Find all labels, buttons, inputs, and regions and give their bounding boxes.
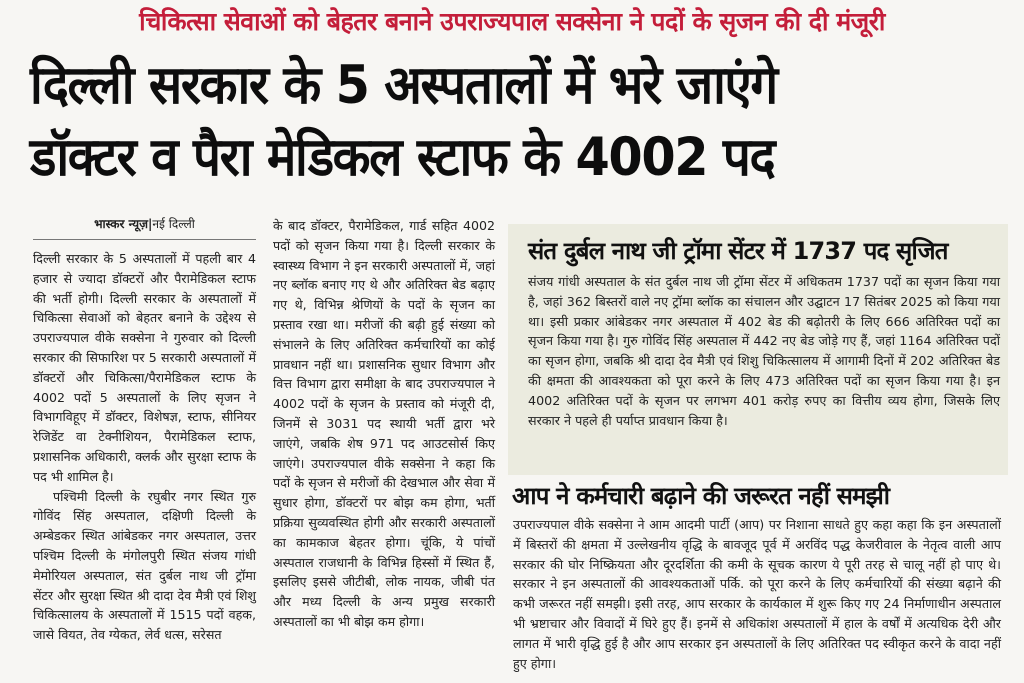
paragraph: के बाद डॉक्टर, पैरामेडिकल, गार्ड सहित 4002 पदों को सृजन किया गया है। दिल्ली सरकार के स्वास्थ्य विभाग ने इन सरकारी अस्पतालों में, जहां नए ब्लॉक बनाए गए थे और अतिरिक्त बेड बढ़ाए गए थे, विभिन्न श्रेणियों के पदों के सृजन का प्रस्ताव रखा था। मरीजों की बढ़ी हुई संख्या को संभालने के लिए अतिरिक्त कर्मचारियों का कोई प्रावधान नहीं था। प्रशासनिक सुधार विभाग और वित्त विभाग द्वारा समीक्षा के बाद उपराज्यपाल ने 4002 पदों के सृजन के प्रस्ताव को मंजूरी दी, जिनमें से 3031 पद स्थायी भर्ती द्वारा भरे जाएंगे, जबकि शेष 971 पद आउटसोर्स किए जाएंगे। उपराज्यपाल वीके सक्सेना ने कहा कि पदों के सृजन से मरीजों की देखभाल और सेवा में सुधार होगा, डॉक्टरों पर बोझ कम होगा, भर्ती प्रक्रिया सुव्यवस्थित होगी और सरकारी अस्पतालों का कामकाज बेहतर होगा। चूंकि, ये पांचों अस्पताल राजधानी के विभिन्न हिस्सों में स्थित हैं, इसलिए इससे जीटीबी, लोक नायक, जीबी पंत और मध्य दिल्ली के अन्य प्रमुख सरकारी अस्पतालों का भी बोझ कम होगा। [273, 218, 495, 629]
box-text: संजय गांधी अस्पताल के संत दुर्बल नाथ जी ट्रॉमा सेंटर में अधिकतम 1737 पदों का सृजन किया गया है, जहां 362 बिस्तरों वाले नए ट्रॉमा ब्लॉक का संचालन और उद्घाटन 17 सितंबर 2025 को किया गया था। इसी प्रकार आंबेडकर नगर अस्पताल में 402 बेड की बढ़ोतरी के लिए 666 अतिरिक्त पदों का सृजन किया गया है। गुरु गोविंद सिंह अस्पताल में 442 नए बेड जोड़े गए हैं, जहां 1164 अतिरिक्त पदों का सृजन होगा, जबकि श्री दादा देव मैत्री एवं शिशु चिकित्सालय में आगामी दिनों में 202 अतिरिक्त बेड की क्षमता की आवश्यकता को पूरा करने के लिए 473 अतिरिक्त पदों का सृजन किया गया है। इन 4002 अतिरिक्त पदों के सृजन पर लगभग 401 करोड़ रुपए का वित्तीय व्यय होगा, जिसके लिए सरकार ने पहले ही पर्याप्त प्रावधान किया है। [528, 274, 1000, 428]
byline [33, 216, 256, 240]
byline-place: नई दिल्ली [152, 217, 195, 231]
article-column-1 [33, 216, 256, 645]
box-title: संत दुर्बल नाथ जी ट्रॉमा सेंटर में 1737 पद सृजित [528, 237, 948, 265]
article-column-2 [273, 216, 495, 632]
subsection-text: उपराज्यपाल वीके सक्सेना ने आम आदमी पार्टी (आप) पर निशाना साधते हुए कहा कहा कि इन अस्पतालों में बिस्तरों की क्षमता में उल्लेखनीय वृद्धि के बावजूद पूर्व में अरविंद पद्ध केजरीवाल के नेतृत्व वाली आप सरकार की घोर निष्क्रियता और दूरदर्शिता की कमी के सूचक कारण ये पूरी तरह से चालू नहीं हो पाए थे। सरकार ने इन अस्पतालों की आवश्यकताओं पर्कि. को पूरा करने के लिए कर्मचारियों की संख्या बढ़ाने की कभी जरूरत नहीं समझी। इसी तरह, आप सरकार के कार्यकाल में शुरू किए गए 24 निर्माणाधीन अस्पताल भी भ्रष्टाचार और विवादों में घिरे हुए हैं। इनमें से अधिकांश अस्पतालों में हाल के वर्षों में अत्यधिक देरी और लागत में भारी वृद्धि हुई है और आप सरकार इन अस्पतालों के लिए अतिरिक्त पद स्वीकृत करने के वादा नहीं हुए होगा। [513, 517, 1001, 671]
subsection-title: आप ने कर्मचारी बढ़ाने की जरूरत नहीं समझी [512, 482, 890, 510]
main-headline [30, 50, 1010, 194]
byline-separator: | [148, 217, 153, 231]
sidebar-box [508, 224, 1008, 475]
headline-line-2: डॉक्टर व पैरा मेडिकल स्टाफ के 4002 पद [30, 127, 775, 188]
paragraph: पश्चिमी दिल्ली के रघुबीर नगर स्थित गुरु गोविंद सिंह अस्पताल, दक्षिणी दिल्ली के अम्बेडकर स्थित आंबेडकर नगर अस्पताल, उत्तर पश्चिम दिल्ली के मंगोलपुरी स्थित संजय गांधी मेमोरियल अस्पताल, संत दुर्बल नाथ जी ट्रॉमा सेंटर और सुरक्षा स्थित श्री दादा देव मैत्री एवं शिशु चिकित्सालय के अस्पतालों में 1515 पदों वहक, जासे वियत, तेव ग्येकत, लेर्व धत्स, सरेसत [33, 488, 256, 643]
headline-line-1: दिल्ली सरकार के 5 अस्पतालों में भरे जाएंगे [30, 55, 777, 116]
kicker-headline: चिकित्सा सेवाओं को बेहतर बनाने उपराज्यपाल सक्सेना ने पदों के सृजन की दी मंजूरी [139, 7, 885, 36]
paragraph: दिल्ली सरकार के 5 अस्पतालों में पहली बार 4 हजार से ज्यादा डॉक्टरों और पैरामेडिकल स्टाफ की भर्ती होगी। दिल्ली सरकार के अस्पतालों में चिकित्सा सेवाओं को बेहतर बनाने के उद्देश्य से उपराज्यपाल वीके सक्सेना ने गुरुवार को दिल्ली सरकार की सिफारिश पर 5 सरकारी अस्पतालों में डॉक्टरों और चिकित्सा/पैरामेडिकल स्टाफ के 4002 पदों 5 अस्पतालों के लिए सृजन ने विभागविहूए में डॉक्टर, विशेषज्ञ, स्टाफ, सीनियर रेजिडेंट वा टेक्नीशियन, पैरामेडिकल स्टाफ, प्रशासनिक अधिकारी, क्लर्क और सुरक्षा स्टाफ के पद भी शामिल है। [33, 251, 256, 484]
byline-source: भास्कर न्यूज़ [94, 217, 148, 231]
